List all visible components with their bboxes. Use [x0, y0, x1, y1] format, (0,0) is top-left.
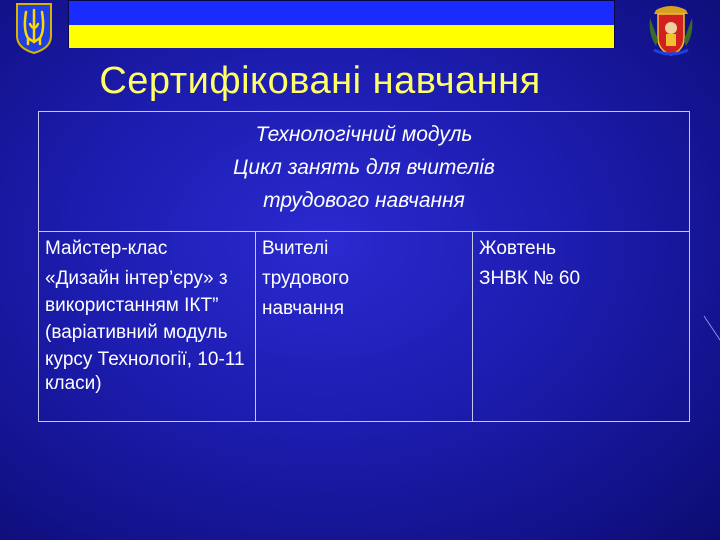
page-title-text: Сертифіковані навчання [99, 60, 541, 102]
certification-table [38, 111, 690, 422]
time-place-cell [473, 232, 690, 422]
header-line: Цикл занять для вчителів [233, 156, 495, 179]
event-line: Майстер-клас [45, 238, 168, 259]
event-cell [39, 232, 256, 422]
table-header-cell [39, 112, 690, 232]
event-line: використанням ІКТ” [45, 295, 219, 316]
participants-line: навчання [262, 298, 345, 319]
time-place-line: ЗНВК № 60 [479, 268, 581, 289]
decorative-line [702, 314, 720, 344]
flag-blue-stripe [69, 1, 614, 25]
time-place-line: Жовтень [479, 238, 557, 259]
table-row [39, 232, 690, 422]
flag-yellow-stripe [69, 25, 614, 48]
event-line: курсу Технології, 10-11 [45, 349, 245, 370]
participants-line: Вчителі [262, 238, 329, 259]
event-line: класи) [45, 373, 102, 394]
trident-emblem-icon [14, 2, 54, 54]
header-line: трудового навчання [263, 189, 465, 212]
participants-line: трудового [262, 268, 350, 289]
header-line: Технологічний модуль [255, 123, 473, 146]
ukraine-flag [68, 0, 615, 48]
coat-of-arms-icon [646, 0, 696, 58]
event-line: (варіативний модуль [45, 322, 228, 343]
table-header-row [39, 112, 690, 232]
participants-cell [256, 232, 473, 422]
event-line: «Дизайн інтер’єру» з [45, 268, 228, 289]
page-title [0, 60, 720, 103]
